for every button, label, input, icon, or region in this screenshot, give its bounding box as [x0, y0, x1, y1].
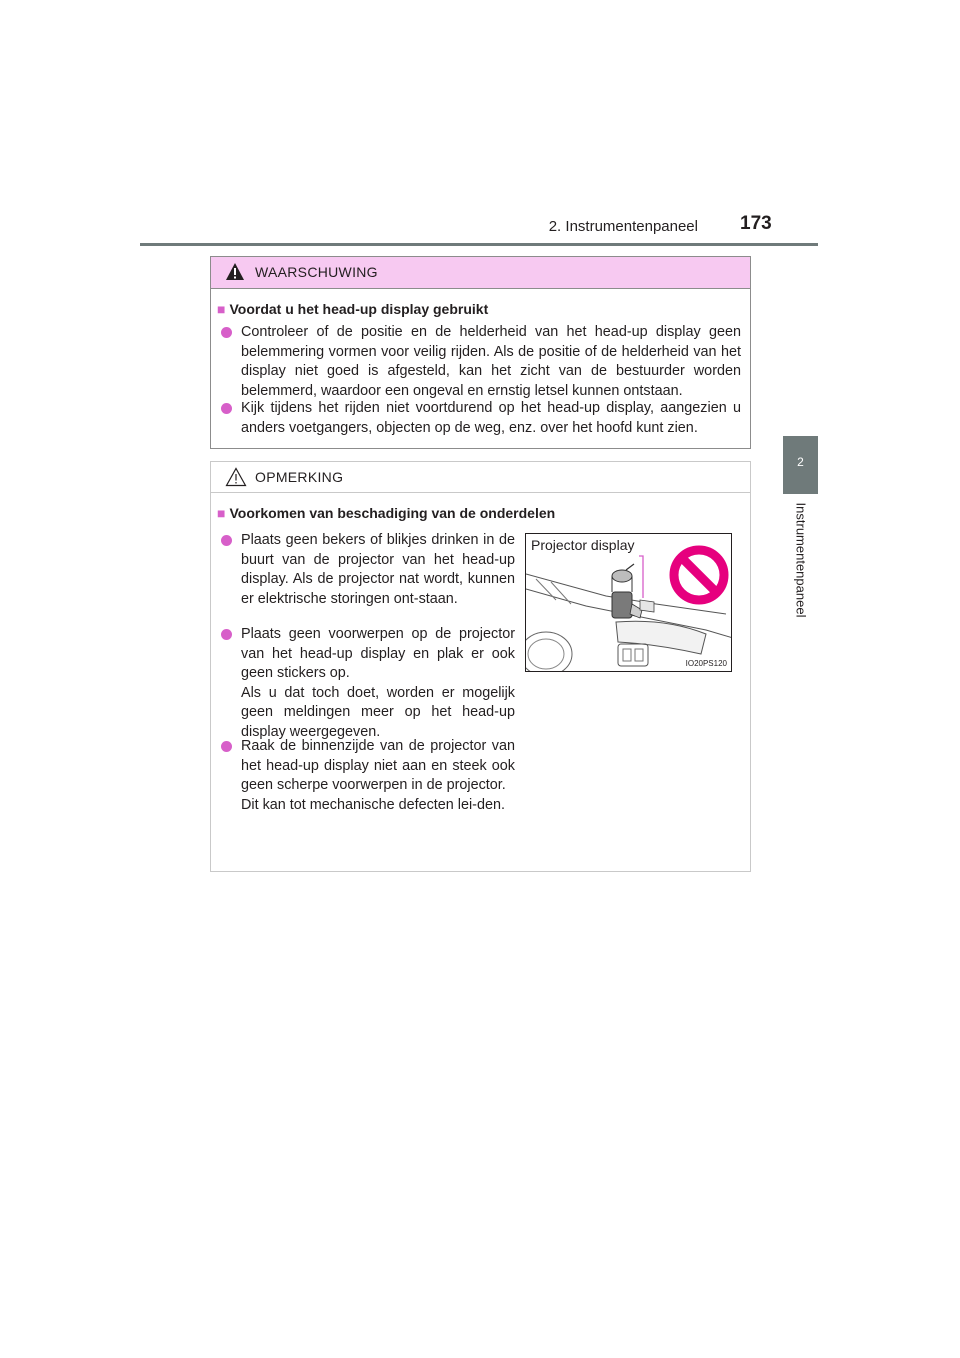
square-bullet-icon: ■ — [217, 505, 226, 521]
bullet-icon — [221, 629, 232, 640]
notice-header — [211, 462, 750, 493]
list-item: Kijk tijdens het rijden niet voortdurend op het head-up display, aangezien u anders voetgangers, objecten op de weg, enz. over het hoofd kunt zien. — [217, 399, 741, 438]
bullet-icon — [221, 403, 232, 414]
illustration-label: Projector display — [531, 537, 635, 553]
notice-section-title: ■ Voorkomen van beschadiging van de onderdelen — [217, 505, 556, 521]
bullet-icon — [221, 741, 232, 752]
bullet-icon — [221, 327, 232, 338]
projector-illustration — [525, 533, 732, 672]
notice-box — [210, 461, 751, 872]
chapter-tab-label — [783, 500, 818, 640]
list-item: Raak de binnenzijde van de projector van het head-up display niet aan en steek ook geen scherpe voorwerpen in de projector. Dit kan tot mechanische defecten lei-den. — [217, 737, 515, 815]
list-item: Plaats geen bekers of blikjes drinken in de buurt van de projector van het head-up display. Als de projector nat wordt, kunnen er elektrische storingen ont-staan. — [217, 531, 515, 609]
header-rule — [140, 243, 818, 246]
chapter-tab-label-text: Instrumentenpaneel — [793, 502, 808, 618]
caution-triangle-outline-icon — [225, 467, 247, 487]
square-bullet-icon: ■ — [217, 301, 226, 317]
list-item: Plaats geen voorwerpen op de projector van het head-up display en plak er ook geen stickers op. Als u dat toch doet, worden er mogelijk geen meldingen meer op het head-up display weergegeven. — [217, 625, 515, 742]
warning-heading: WAARSCHUWING — [255, 264, 378, 280]
warning-triangle-filled-icon — [225, 262, 245, 281]
notice-heading: OPMERKING — [255, 469, 344, 485]
warning-header — [211, 257, 750, 289]
prohibited-icon — [668, 544, 730, 606]
page-number: 173 — [740, 213, 772, 234]
warning-box — [210, 256, 751, 449]
section-title: 2. Instrumentenpaneel — [548, 218, 698, 235]
illustration-code: IO20PS120 — [685, 659, 727, 668]
chapter-tab-number: 2 — [783, 436, 818, 494]
warning-section-title: ■ Voordat u het head-up display gebruikt — [217, 301, 489, 317]
bullet-icon — [221, 535, 232, 546]
list-item: Controleer of de positie en de helderheid van het head-up display geen belemmering vormen voor veilig rijden. Als de positie of de helderheid van het display niet goed is afgesteld, kan het zicht van de bestuurder worden belemmerd, waardoor een ongeval en ernstig letsel kunnen ontstaan. — [217, 323, 741, 401]
